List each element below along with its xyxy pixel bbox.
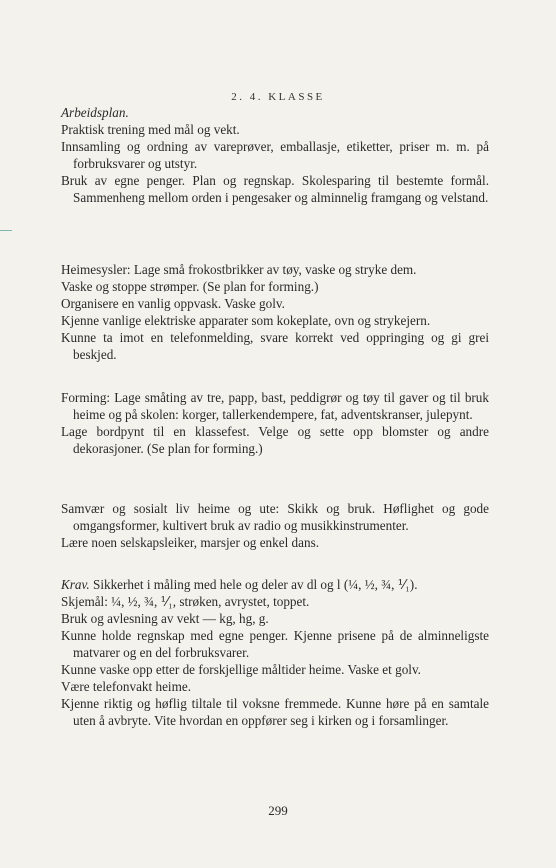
section-lead-text: Sikkerhet i måling med hele og deler av dl og l (¼, ½, ¾, ⅟₁). <box>93 577 418 592</box>
section-lead <box>61 576 489 593</box>
paragraph: Være telefonvakt heime. <box>61 679 191 694</box>
section-lead: Samvær og sosialt liv heime og ute: Skikk og bruk. Høflighet og gode omgangsformer, kultivert bruk av radio og musikkinstrumenter. <box>61 501 489 533</box>
paragraph: Bruk og avlesning av vekt — kg, hg, g. <box>61 611 269 626</box>
paragraph: Vaske og stoppe strømper. (Se plan for forming.) <box>61 279 319 294</box>
section-title: Arbeidsplan. <box>61 105 129 120</box>
section-arbeidsplan <box>61 104 489 206</box>
margin-mark <box>0 230 12 231</box>
paragraph: Kunne ta imot en telefonmelding, svare korrekt ved oppringing og gi grei beskjed. <box>61 330 489 362</box>
section-heimesysler <box>61 261 489 363</box>
section-lead: Heimesysler: Lage små frokostbrikker av tøy, vaske og stryke dem. <box>61 262 417 277</box>
paragraph: Kjenne vanlige elektriske apparater som kokeplate, ovn og strykejern. <box>61 313 431 328</box>
section-label: Krav. <box>61 577 90 592</box>
paragraph: Kunne holde regnskap med egne penger. Kjenne prisene på de alminneligste matvarer og en del forbruksvarer. <box>61 628 489 660</box>
paragraph: Bruk av egne penger. Plan og regnskap. Skolesparing til bestemte formål. Sammenheng mellom orden i pengesaker og alminnelig framgang og velstand. <box>61 173 489 205</box>
section-samvaer <box>61 500 489 551</box>
paragraph: Praktisk trening med mål og vekt. <box>61 122 240 137</box>
paragraph: Organisere en vanlig oppvask. Vaske golv. <box>61 296 285 311</box>
running-header: 2. 4. KLASSE <box>231 91 325 103</box>
paragraph: Lære noen selskapsleiker, marsjer og enkel dans. <box>61 535 320 550</box>
section-forming <box>61 389 489 457</box>
section-lead: Forming: Lage småting av tre, papp, bast, peddigrør og tøy til gaver og til bruk heime og på skolen: korger, tallerkendempere, fat, adventskranser, julepynt. <box>61 390 489 422</box>
page-number: 299 <box>268 803 288 818</box>
paragraph: Lage bordpynt til en klassefest. Velge og sette opp blomster og andre dekorasjoner. (Se plan for forming.) <box>61 424 489 456</box>
section-krav <box>61 576 489 729</box>
paragraph: Skjemål: ¼, ½, ¾, ⅟₁, strøken, avrystet, toppet. <box>61 594 310 609</box>
paragraph: Kunne vaske opp etter de forskjellige måltider heime. Vaske et golv. <box>61 662 421 677</box>
paragraph: Kjenne riktig og høflig tiltale til voksne fremmede. Kunne høre på en samtale uten å avbryte. Vite hvordan en oppfører seg i kirken og i forsamlinger. <box>61 696 489 728</box>
paragraph: Innsamling og ordning av vareprøver, emballasje, etiketter, priser m. m. på forbruksvarer og utstyr. <box>61 139 489 171</box>
